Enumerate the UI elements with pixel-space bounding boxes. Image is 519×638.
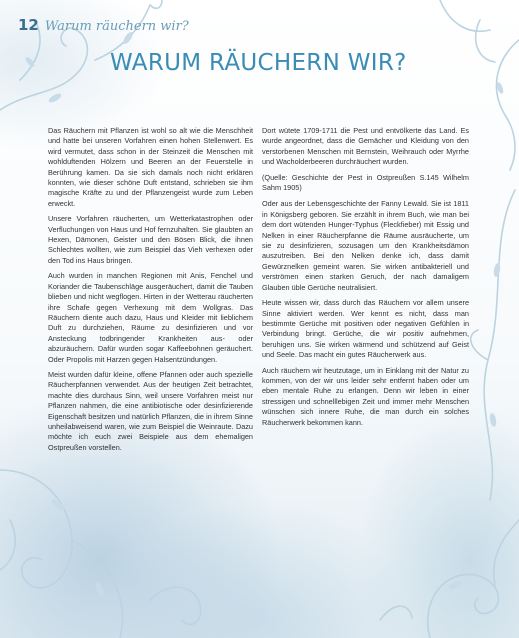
paragraph: Dort wütete 1709-1711 die Pest und entvölkerte das Land. Es wurde angeordnet, dass die Gemächer und Kleidung von den verstorbenen Menschen mit Bernstein, Weihrauch oder Myrrhe und Wacholderbeeren durchräuchert wurden.	[262, 126, 469, 167]
left-text-column	[48, 126, 253, 458]
page-number: 12	[18, 16, 39, 34]
paragraph: Das Räuchern mit Pflanzen ist wohl so alt wie die Menschheit und hatte bei unseren Vorfahren einen hohen Stellenwert. Es wird vermutet, dass schon in der Steinzeit die Menschen mit wohlduftenden Hölzern und Beeren an der Feuerstelle in Berührung kamen. Da sie sich damals noch nicht erklären konnten, wie dieser schöne Duft entstand, schrieben sie ihm magische Kräfte zu und der Pflanzengeist wurde zum Leben erweckt.	[48, 126, 253, 208]
paragraph: Oder aus der Lebensgeschichte der Fanny Lewald. Sie ist 1811 in Königsberg geboren. Sie erzählt in ihrem Buch, wie man bei dem dort wütenden Hunger-Typhus (Fleckfieber) mit Essig und Nelken in einer Räucherpfanne die Räume ausräucherte, um sie zu desinfizieren, sozusagen um den Krankheitsdämon auszutreiben. Bei den Nelken denke ich, dass damit Gewürznelken gemeint waren. Sie wirken antibakteriell und verströmen einen starken Geruch, der nach damaligem Glauben üble Gerüche neutralisiert.	[262, 199, 469, 292]
page-title: WARUM RÄUCHERN WIR?	[110, 50, 407, 76]
paragraph: Auch wurden in manchen Regionen mit Anis, Fenchel und Koriander die Taubenschläge ausgeräuchert, damit die Tauben blieben und nicht wegflogen. Hirten in der Wetterau räucherten ihre Schafe gegen Verhexung mit dem Wollgras. Das Räuchern diente auch dazu, Haus und Kleider mit lieblichem Duft zu durchziehen, Räume zu desinfizieren und vor Ansteckung todbringender Krankheiten aus- oder abzuräuchern. Dafür wurden sogar Kaffeebohnen geräuchert. Oder Propolis mit Harzen gegen Halsentzündungen.	[48, 271, 253, 364]
right-text-column	[262, 126, 469, 433]
source-citation: (Quelle: Geschichte der Pest in Ostpreußen S.145 Wilhelm Sahm 1905)	[262, 172, 469, 193]
running-header	[18, 16, 189, 36]
paragraph: Auch räuchern wir heutzutage, um in Einklang mit der Natur zu kommen, von der wir uns leider sehr entfernt haben oder um eben mentale Ruhe zu erlangen. Denn wir leben in einer stressigen und schnelllebigen Zeit und immer mehr Menschen wünschen sich innere Ruhe, die man durch ein solches Räucherwerk bekommen kann.	[262, 365, 469, 427]
paragraph: Meist wurden dafür kleine, offene Pfannen oder auch spezielle Räucherpfannen verwendet. Aus der heutigen Zeit betrachtet, machte dies durchaus Sinn, weil unsere Vorfahren meist nur Pflanzen nahmen, die eine antibiotische oder desinfizierende Eigenschaft besitzen und natürlich Pflanzen, die in ihrem Sinne unheilabweisend waren, wie zum Beispiel die Weinraute. Dazu möchte ich euch zwei Beispiele aus dem ehemaligen Ostpreußen vorstellen.	[48, 369, 253, 452]
running-title: Warum räuchern wir?	[44, 19, 189, 34]
paragraph: Heute wissen wir, dass durch das Räuchern vor allem unsere Sinne aktiviert werden. Wer kennt es nicht, dass man bestimmte Gerüche mit positiven oder negativen Gefühlen in Verbindung bringt. Gerüche, die wir positiv aufnehmen, beruhigen uns. Sie wirken wärmend und schützend auf Geist und Seele. Das macht ein gutes Räucherwerk aus.	[262, 298, 469, 360]
paragraph: Unsere Vorfahren räucherten, um Wetterkatastrophen oder Verfluchungen von Haus und Hof fernzuhalten. Sie glaubten an Hexen, Dämonen, Geister und den Bösen Blick, die ihnen Schlechtes wollten, wie zum Beispiel das Vieh verhexen oder den Tod ins Haus bringen.	[48, 214, 253, 265]
